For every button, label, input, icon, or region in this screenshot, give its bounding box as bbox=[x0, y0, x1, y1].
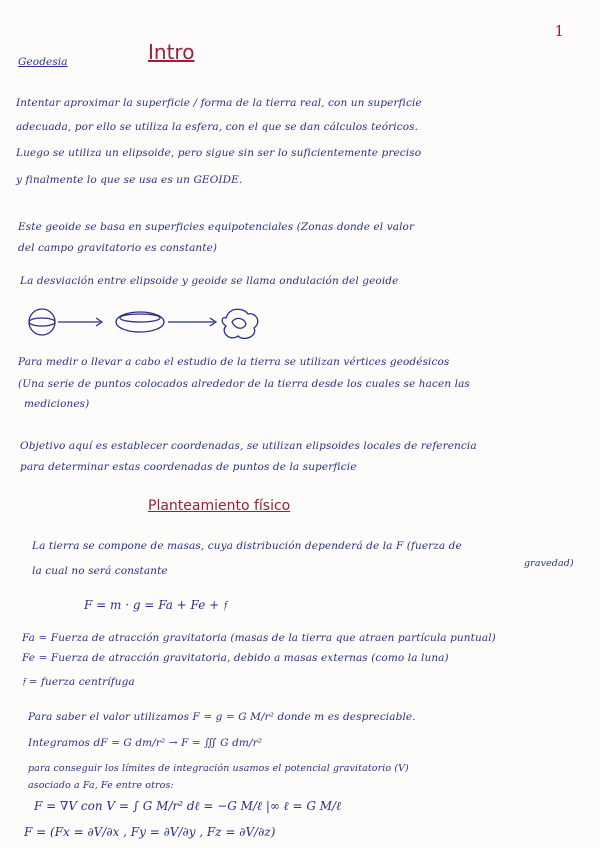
def-centrifugal: 𝔣 = fuerza centrífuga bbox=[22, 676, 135, 688]
para1-line4: y finalmente lo que se usa es un GEOIDE. bbox=[16, 174, 243, 186]
page-number: 1 bbox=[554, 22, 564, 40]
para7-line2: Integramos dF = G dm/r² → F = ∭ G dm/r² bbox=[28, 737, 263, 749]
para5-line1: Objetivo aquí es establecer coordenadas, se utilizan elipsoides locales de referencia bbox=[20, 440, 477, 452]
para7-line1: Para saber el valor utilizamos F = g = G M/r² donde m es despreciable. bbox=[28, 711, 416, 723]
potential-formula: F = ∇V con V = ∫ G M/r² dℓ = −G M/ℓ |∞ ℓ = G M/ℓ bbox=[34, 799, 342, 813]
para1-line2: adecuada, por ello se utiliza la esfera, con el que se dan cálculos teóricos. bbox=[16, 121, 419, 133]
para1-line3: Luego se utiliza un elipsoide, pero sigue sin ser lo suficientemente preciso bbox=[16, 147, 422, 159]
def-fa: Fa = Fuerza de atracción gravitatoria (masas de la tierra que atraen partícula puntual) bbox=[22, 632, 496, 644]
para6-line3: la cual no será constante bbox=[32, 565, 168, 577]
sphere-sketch bbox=[29, 309, 55, 335]
section-title: Planteamiento físico bbox=[148, 498, 291, 514]
para5-line2: para determinar estas coordenadas de puntos de la superficie bbox=[20, 461, 357, 473]
force-formula: F = m · g = Fa + Fe + 𝔣 bbox=[84, 598, 227, 612]
para1-line1: Intentar aproximar la superficie / forma de la tierra real, con un superficie bbox=[16, 97, 422, 109]
page-title: Intro bbox=[148, 40, 195, 64]
def-fe: Fe = Fuerza de atracción gravitatoria, debido a masas externas (como la luna) bbox=[22, 652, 449, 664]
para4-line2: (Una serie de puntos colocados alrededor de la tierra desde los cuales se hacen las bbox=[18, 378, 470, 390]
para4-line3: mediciones) bbox=[24, 398, 90, 410]
para4-line1: Para medir o llevar a cabo el estudio de la tierra se utilizan vértices geodésicos bbox=[18, 356, 450, 368]
earth-shapes-sketch bbox=[18, 300, 278, 350]
gradient-formula: F = (Fx = ∂V/∂x , Fy = ∂V/∂y , Fz = ∂V/∂z) bbox=[24, 825, 276, 839]
para8-line2: asociado a Fa, Fe entre otros: bbox=[28, 780, 174, 791]
para2-line2: del campo gravitatorio es constante) bbox=[18, 242, 218, 254]
para6-line1: La tierra se compone de masas, cuya distribución dependerá de la F (fuerza de bbox=[32, 540, 462, 552]
para6-line2: gravedad) bbox=[524, 558, 574, 569]
para2-line1: Este geoide se basa en superficies equipotenciales (Zonas donde el valor bbox=[18, 221, 415, 233]
left-heading: Geodesia bbox=[18, 56, 68, 68]
para8-line1: para conseguir los límites de integración usamos el potencial gravitatorio (V) bbox=[28, 763, 409, 774]
para3: La desviación entre elipsoide y geoide se llama ondulación del geoide bbox=[20, 275, 399, 287]
geoid-sketch bbox=[222, 309, 258, 338]
